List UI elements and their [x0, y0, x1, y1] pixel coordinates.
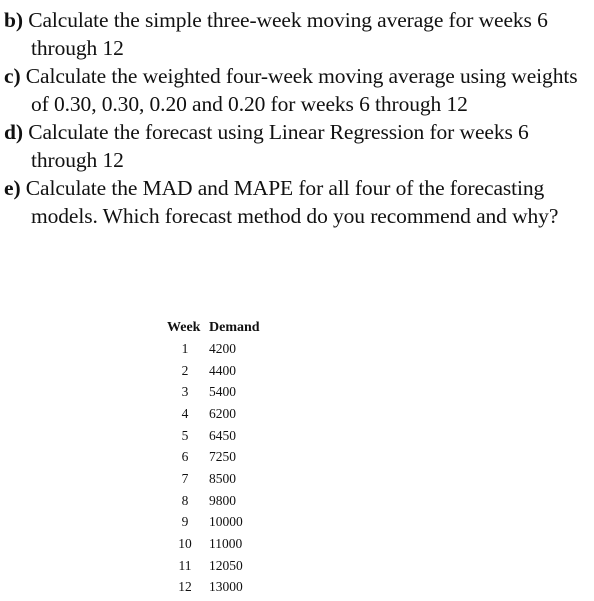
question-e	[4, 174, 592, 230]
table-row	[167, 468, 260, 490]
demand-cell: 12050	[209, 557, 243, 573]
demand-cell: 6450	[209, 427, 236, 443]
demand-cell: 8500	[209, 470, 236, 486]
week-column-header: Week	[167, 319, 201, 335]
demand-cell: 10000	[209, 514, 243, 530]
question-c-text: Calculate the weighted four-week moving average using weights of 0.30, 0.30, 0.20 and 0.20 for weeks 6 through 12	[25, 64, 578, 116]
demand-cell: 4400	[209, 362, 236, 378]
question-d-text: Calculate the forecast using Linear Regression for weeks 6 through 12	[28, 120, 529, 172]
question-b-letter: b)	[4, 8, 23, 32]
week-cell: 6	[181, 449, 189, 465]
table-row	[167, 577, 260, 599]
week-cell: 4	[181, 405, 189, 421]
week-cell: 8	[181, 492, 189, 508]
demand-cell: 4200	[209, 340, 236, 356]
week-cell: 11	[178, 557, 192, 573]
demand-column-header: Demand	[209, 319, 260, 335]
week-cell: 9	[181, 514, 189, 530]
demand-cell: 13000	[209, 579, 243, 595]
question-list	[4, 6, 592, 230]
question-e-letter: e)	[4, 176, 21, 200]
table-row	[167, 381, 260, 403]
table-row	[167, 490, 260, 512]
table-row	[167, 425, 260, 447]
week-cell: 1	[181, 340, 189, 356]
table-row	[167, 338, 260, 360]
table-row	[167, 446, 260, 468]
question-b-text: Calculate the simple three-week moving average for weeks 6 through 12	[28, 8, 548, 60]
question-c	[4, 62, 592, 118]
table-row	[167, 360, 260, 382]
demand-cell: 9800	[209, 492, 236, 508]
week-cell: 10	[178, 536, 192, 552]
week-cell: 5	[181, 427, 189, 443]
question-d-letter: d)	[4, 120, 23, 144]
demand-table	[167, 317, 260, 598]
week-cell: 12	[178, 579, 192, 595]
week-cell: 2	[181, 362, 189, 378]
demand-table-container	[167, 317, 260, 598]
question-d	[4, 118, 592, 174]
table-header-row	[167, 317, 260, 338]
demand-cell: 11000	[209, 536, 243, 552]
demand-cell: 7250	[209, 449, 236, 465]
table-row	[167, 555, 260, 577]
table-body	[167, 338, 260, 598]
table-row	[167, 512, 260, 534]
question-b	[4, 6, 592, 62]
table-row	[167, 533, 260, 555]
demand-cell: 5400	[209, 384, 236, 400]
question-e-text: Calculate the MAD and MAPE for all four of the forecasting models. Which forecast method do you recommend and why?	[25, 176, 559, 228]
question-c-letter: c)	[4, 64, 21, 88]
week-cell: 3	[181, 384, 189, 400]
table-row	[167, 403, 260, 425]
week-cell: 7	[181, 470, 189, 486]
demand-cell: 6200	[209, 405, 236, 421]
